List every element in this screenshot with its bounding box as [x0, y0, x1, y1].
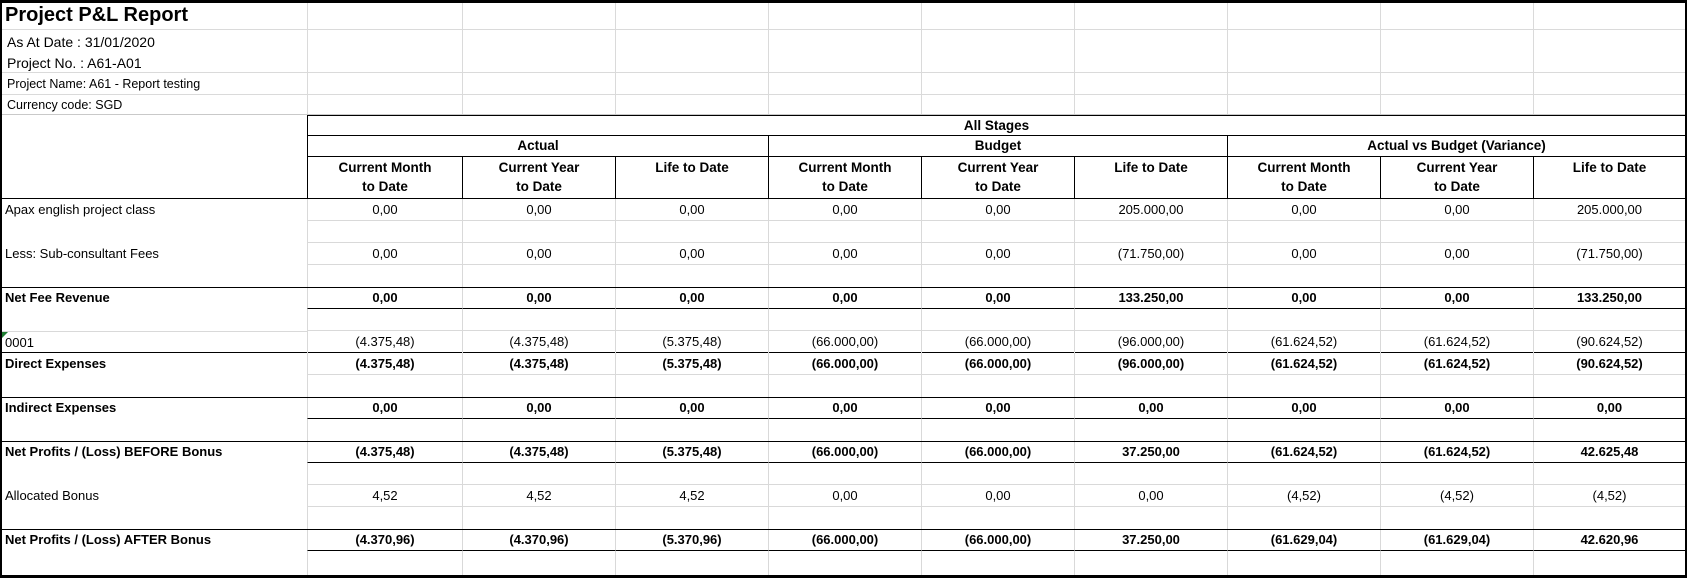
table-row — [2, 551, 1685, 575]
row-label-cell[interactable] — [2, 419, 307, 441]
value-cell[interactable] — [615, 551, 768, 575]
value-cell[interactable]: 0,00 — [768, 398, 921, 419]
value-cell[interactable]: 37.250,00 — [1074, 442, 1227, 463]
value-cell[interactable]: 0,00 — [768, 288, 921, 309]
table-row — [2, 441, 1685, 463]
value-cell[interactable]: (4.375,48) — [307, 353, 462, 375]
value-cell[interactable]: 0,00 — [921, 199, 1074, 221]
value-cell[interactable] — [1533, 463, 1685, 485]
value-cell[interactable] — [921, 463, 1074, 485]
value-cell[interactable] — [307, 375, 462, 397]
header-spacer-cell[interactable] — [2, 115, 307, 198]
row-label-cell[interactable] — [2, 288, 307, 309]
value-cell[interactable] — [1074, 551, 1227, 575]
row-label-cell[interactable] — [2, 331, 307, 353]
row-label-cell[interactable] — [2, 485, 307, 507]
table-body — [2, 199, 1685, 575]
row-label-cell[interactable] — [2, 353, 307, 375]
value-cell[interactable] — [1380, 551, 1533, 575]
value-cell[interactable]: (5.370,96) — [615, 530, 768, 551]
value-cell[interactable] — [1380, 309, 1533, 331]
stage-header-cell[interactable]: All Stages — [307, 115, 1685, 136]
row-label-cell[interactable] — [2, 398, 307, 419]
row-label: Net Fee Revenue — [5, 290, 110, 305]
value-cell[interactable] — [1074, 265, 1227, 287]
value-cell[interactable] — [307, 463, 462, 485]
value-cell[interactable]: (4.375,48) — [462, 353, 615, 375]
value-cell[interactable]: 0,00 — [615, 398, 768, 419]
group-header-actual[interactable]: Actual — [307, 136, 768, 157]
value-cell[interactable]: (4,52) — [1380, 485, 1533, 507]
value-cell[interactable]: 0,00 — [1227, 288, 1380, 309]
value-cell[interactable] — [1380, 375, 1533, 397]
value-cell[interactable]: 42.625,48 — [1533, 442, 1685, 463]
table-row — [2, 243, 1685, 265]
table-row — [2, 397, 1685, 419]
value-cell[interactable] — [615, 507, 768, 529]
value-cell[interactable]: 0,00 — [615, 243, 768, 265]
value-cell[interactable] — [1074, 309, 1227, 331]
value-cell[interactable]: (61.624,52) — [1380, 331, 1533, 353]
value-cell[interactable]: (71.750,00) — [1533, 243, 1685, 265]
value-cell[interactable]: 0,00 — [921, 243, 1074, 265]
table-row — [2, 309, 1685, 331]
value-cell[interactable]: 42.620,96 — [1533, 530, 1685, 551]
value-cell[interactable] — [921, 419, 1074, 441]
column-header[interactable]: Current Month to Date — [1227, 157, 1380, 198]
row-label-cell[interactable] — [2, 375, 307, 397]
value-cell[interactable] — [307, 221, 462, 243]
value-cell[interactable]: 205.000,00 — [1533, 199, 1685, 221]
report-header — [2, 3, 1685, 115]
table-row — [2, 221, 1685, 243]
value-cell[interactable]: 0,00 — [1227, 398, 1380, 419]
value-cell[interactable] — [462, 463, 615, 485]
value-cell[interactable] — [1074, 375, 1227, 397]
value-cell[interactable] — [1533, 375, 1685, 397]
value-cell[interactable]: 0,00 — [921, 398, 1074, 419]
value-cell[interactable]: (61.624,52) — [1227, 331, 1380, 353]
value-cell[interactable] — [768, 265, 921, 287]
row-label-cell[interactable] — [2, 507, 307, 529]
value-cell[interactable]: 0,00 — [921, 288, 1074, 309]
value-cell[interactable] — [307, 419, 462, 441]
value-cell[interactable] — [921, 221, 1074, 243]
project-number[interactable]: Project No. : A61-A01 — [7, 55, 142, 71]
value-cell[interactable]: (61.624,52) — [1227, 353, 1380, 375]
as-at-date[interactable]: As At Date : 31/01/2020 — [7, 34, 155, 50]
value-cell[interactable] — [1227, 265, 1380, 287]
value-cell[interactable]: (66.000,00) — [768, 442, 921, 463]
value-cell[interactable] — [462, 221, 615, 243]
value-cell[interactable] — [1227, 551, 1380, 575]
value-cell[interactable] — [921, 265, 1074, 287]
value-cell[interactable]: 0,00 — [462, 243, 615, 265]
value-cell[interactable]: (66.000,00) — [768, 353, 921, 375]
row-label: Allocated Bonus — [5, 488, 99, 503]
value-cell[interactable] — [615, 221, 768, 243]
value-cell[interactable]: (66.000,00) — [921, 331, 1074, 353]
value-cell[interactable] — [1380, 265, 1533, 287]
value-cell[interactable] — [1227, 419, 1380, 441]
table-row — [2, 507, 1685, 529]
project-name[interactable]: Project Name: A61 - Report testing — [7, 77, 201, 91]
value-cell[interactable]: 0,00 — [768, 485, 921, 507]
value-cell[interactable]: 0,00 — [615, 199, 768, 221]
value-cell[interactable] — [615, 375, 768, 397]
page-title[interactable]: Project P&L Report — [5, 4, 188, 26]
group-header-variance[interactable]: Actual vs Budget (Variance) — [1227, 136, 1685, 157]
table-row — [2, 199, 1685, 221]
value-cell[interactable]: 205.000,00 — [1074, 199, 1227, 221]
value-cell[interactable]: 0,00 — [768, 199, 921, 221]
value-cell[interactable] — [1227, 221, 1380, 243]
value-cell[interactable]: 0,00 — [1227, 199, 1380, 221]
value-cell[interactable]: (90.624,52) — [1533, 353, 1685, 375]
table-row — [2, 463, 1685, 485]
column-header[interactable]: Current Year to Date — [921, 157, 1074, 198]
value-cell[interactable] — [307, 265, 462, 287]
value-cell[interactable] — [615, 265, 768, 287]
value-cell[interactable] — [921, 375, 1074, 397]
value-cell[interactable]: 0,00 — [1227, 243, 1380, 265]
value-cell[interactable]: (4.370,96) — [462, 530, 615, 551]
row-label: Less: Sub-consultant Fees — [5, 246, 159, 261]
value-cell[interactable]: (61.629,04) — [1380, 530, 1533, 551]
value-cell[interactable]: (4,52) — [1533, 485, 1685, 507]
value-cell[interactable]: (71.750,00) — [1074, 243, 1227, 265]
value-cell[interactable]: (61.629,04) — [1227, 530, 1380, 551]
row-label: Apax english project class — [5, 202, 156, 217]
value-cell[interactable] — [768, 419, 921, 441]
value-cell[interactable] — [1074, 419, 1227, 441]
value-cell[interactable]: 133.250,00 — [1533, 288, 1685, 309]
value-cell[interactable] — [462, 419, 615, 441]
value-cell[interactable]: (66.000,00) — [921, 442, 1074, 463]
value-cell[interactable]: (4,52) — [1227, 485, 1380, 507]
value-cell[interactable] — [1380, 463, 1533, 485]
value-cell[interactable]: 0,00 — [462, 199, 615, 221]
value-cell[interactable]: 4,52 — [307, 485, 462, 507]
value-cell[interactable]: 4,52 — [462, 485, 615, 507]
value-cell[interactable]: 133.250,00 — [1074, 288, 1227, 309]
table-row — [2, 353, 1685, 375]
table-row — [2, 287, 1685, 309]
value-cell[interactable] — [768, 551, 921, 575]
value-cell[interactable] — [768, 463, 921, 485]
group-header-budget[interactable]: Budget — [768, 136, 1227, 157]
value-cell[interactable] — [1380, 221, 1533, 243]
value-cell[interactable] — [921, 309, 1074, 331]
value-cell[interactable]: 37.250,00 — [1074, 530, 1227, 551]
value-cell[interactable] — [615, 309, 768, 331]
value-cell[interactable]: 0,00 — [307, 288, 462, 309]
value-cell[interactable]: 0,00 — [1380, 288, 1533, 309]
value-cell[interactable]: (4.375,48) — [462, 442, 615, 463]
column-header[interactable]: Current Year to Date — [1380, 157, 1533, 198]
value-cell[interactable] — [1380, 419, 1533, 441]
value-cell[interactable] — [462, 551, 615, 575]
value-cell[interactable] — [462, 507, 615, 529]
value-cell[interactable] — [307, 309, 462, 331]
value-cell[interactable]: (61.624,52) — [1380, 442, 1533, 463]
row-label-cell[interactable] — [2, 199, 307, 221]
value-cell[interactable] — [1227, 507, 1380, 529]
value-cell[interactable] — [1074, 221, 1227, 243]
value-cell[interactable]: (90.624,52) — [1533, 331, 1685, 353]
value-cell[interactable]: 0,00 — [1380, 243, 1533, 265]
value-cell[interactable]: 0,00 — [307, 398, 462, 419]
value-cell[interactable] — [768, 221, 921, 243]
value-cell[interactable] — [1533, 265, 1685, 287]
table-header — [2, 115, 1685, 199]
value-cell[interactable]: (96.000,00) — [1074, 353, 1227, 375]
value-cell[interactable]: (66.000,00) — [768, 331, 921, 353]
value-cell[interactable]: 0,00 — [1380, 398, 1533, 419]
value-cell[interactable]: 0,00 — [1074, 485, 1227, 507]
currency-code[interactable]: Currency code: SGD — [7, 98, 123, 112]
value-cell[interactable] — [1533, 221, 1685, 243]
value-cell[interactable] — [462, 375, 615, 397]
row-label-cell[interactable] — [2, 551, 307, 575]
value-cell[interactable]: (5.375,48) — [615, 442, 768, 463]
column-header[interactable]: Life to Date — [1533, 157, 1685, 198]
value-cell[interactable]: 0,00 — [307, 199, 462, 221]
row-label: Net Profits / (Loss) AFTER Bonus — [5, 532, 212, 547]
value-cell[interactable]: (4.375,48) — [462, 331, 615, 353]
value-cell[interactable]: (5.375,48) — [615, 331, 768, 353]
value-cell[interactable] — [768, 507, 921, 529]
value-cell[interactable] — [1533, 309, 1685, 331]
value-cell[interactable] — [615, 463, 768, 485]
value-cell[interactable] — [1074, 507, 1227, 529]
column-header[interactable]: Life to Date — [1074, 157, 1227, 198]
row-label-cell[interactable] — [2, 463, 307, 485]
row-label: Net Profits / (Loss) BEFORE Bonus — [5, 444, 223, 459]
value-cell[interactable]: 0,00 — [462, 288, 615, 309]
column-header[interactable]: Current Month to Date — [768, 157, 921, 198]
value-cell[interactable]: 0,00 — [1380, 199, 1533, 221]
row-label: 0001 — [5, 335, 34, 350]
row-label-cell[interactable] — [2, 221, 307, 243]
value-cell[interactable] — [1074, 463, 1227, 485]
value-cell[interactable]: (5.375,48) — [615, 353, 768, 375]
value-cell[interactable] — [1533, 507, 1685, 529]
table-row — [2, 375, 1685, 397]
table-row — [2, 419, 1685, 441]
value-cell[interactable] — [1227, 309, 1380, 331]
table-row — [2, 331, 1685, 353]
value-cell[interactable] — [921, 507, 1074, 529]
value-cell[interactable]: (61.624,52) — [1380, 353, 1533, 375]
value-cell[interactable] — [462, 309, 615, 331]
value-cell[interactable] — [768, 375, 921, 397]
value-cell[interactable] — [1227, 463, 1380, 485]
value-cell[interactable]: (4.375,48) — [307, 331, 462, 353]
value-cell[interactable]: (61.624,52) — [1227, 442, 1380, 463]
value-cell[interactable] — [307, 507, 462, 529]
row-label-cell[interactable] — [2, 265, 307, 287]
value-cell[interactable]: 0,00 — [768, 243, 921, 265]
value-cell[interactable]: (4.370,96) — [307, 530, 462, 551]
value-cell[interactable] — [307, 551, 462, 575]
value-cell[interactable]: 0,00 — [462, 398, 615, 419]
value-cell[interactable]: (66.000,00) — [921, 353, 1074, 375]
value-cell[interactable] — [462, 265, 615, 287]
table-row — [2, 485, 1685, 507]
column-header[interactable]: Life to Date — [615, 157, 768, 198]
table-row — [2, 265, 1685, 287]
value-cell[interactable]: 0,00 — [1074, 398, 1227, 419]
error-indicator-triangle-icon — [2, 332, 8, 338]
value-cell[interactable]: 0,00 — [615, 288, 768, 309]
value-cell[interactable]: (4.375,48) — [307, 442, 462, 463]
value-cell[interactable] — [921, 551, 1074, 575]
row-label: Indirect Expenses — [5, 400, 117, 415]
value-cell[interactable] — [1380, 507, 1533, 529]
value-cell[interactable] — [1227, 375, 1380, 397]
table-row — [2, 529, 1685, 551]
row-label-cell[interactable] — [2, 530, 307, 551]
column-header[interactable]: Current Month to Date — [307, 157, 462, 198]
value-cell[interactable] — [768, 309, 921, 331]
value-cell[interactable] — [1533, 551, 1685, 575]
value-cell[interactable]: (66.000,00) — [768, 530, 921, 551]
column-header[interactable]: Current Year to Date — [462, 157, 615, 198]
value-cell[interactable]: 0,00 — [921, 485, 1074, 507]
value-cell[interactable]: (96.000,00) — [1074, 331, 1227, 353]
value-cell[interactable]: 0,00 — [307, 243, 462, 265]
row-label-cell[interactable] — [2, 309, 307, 331]
row-label-cell[interactable] — [2, 442, 307, 463]
value-cell[interactable] — [615, 419, 768, 441]
row-label: Direct Expenses — [5, 356, 107, 371]
value-cell[interactable]: 4,52 — [615, 485, 768, 507]
value-cell[interactable]: (66.000,00) — [921, 530, 1074, 551]
row-label-cell[interactable] — [2, 243, 307, 265]
value-cell[interactable]: 0,00 — [1533, 398, 1685, 419]
value-cell[interactable] — [1533, 419, 1685, 441]
